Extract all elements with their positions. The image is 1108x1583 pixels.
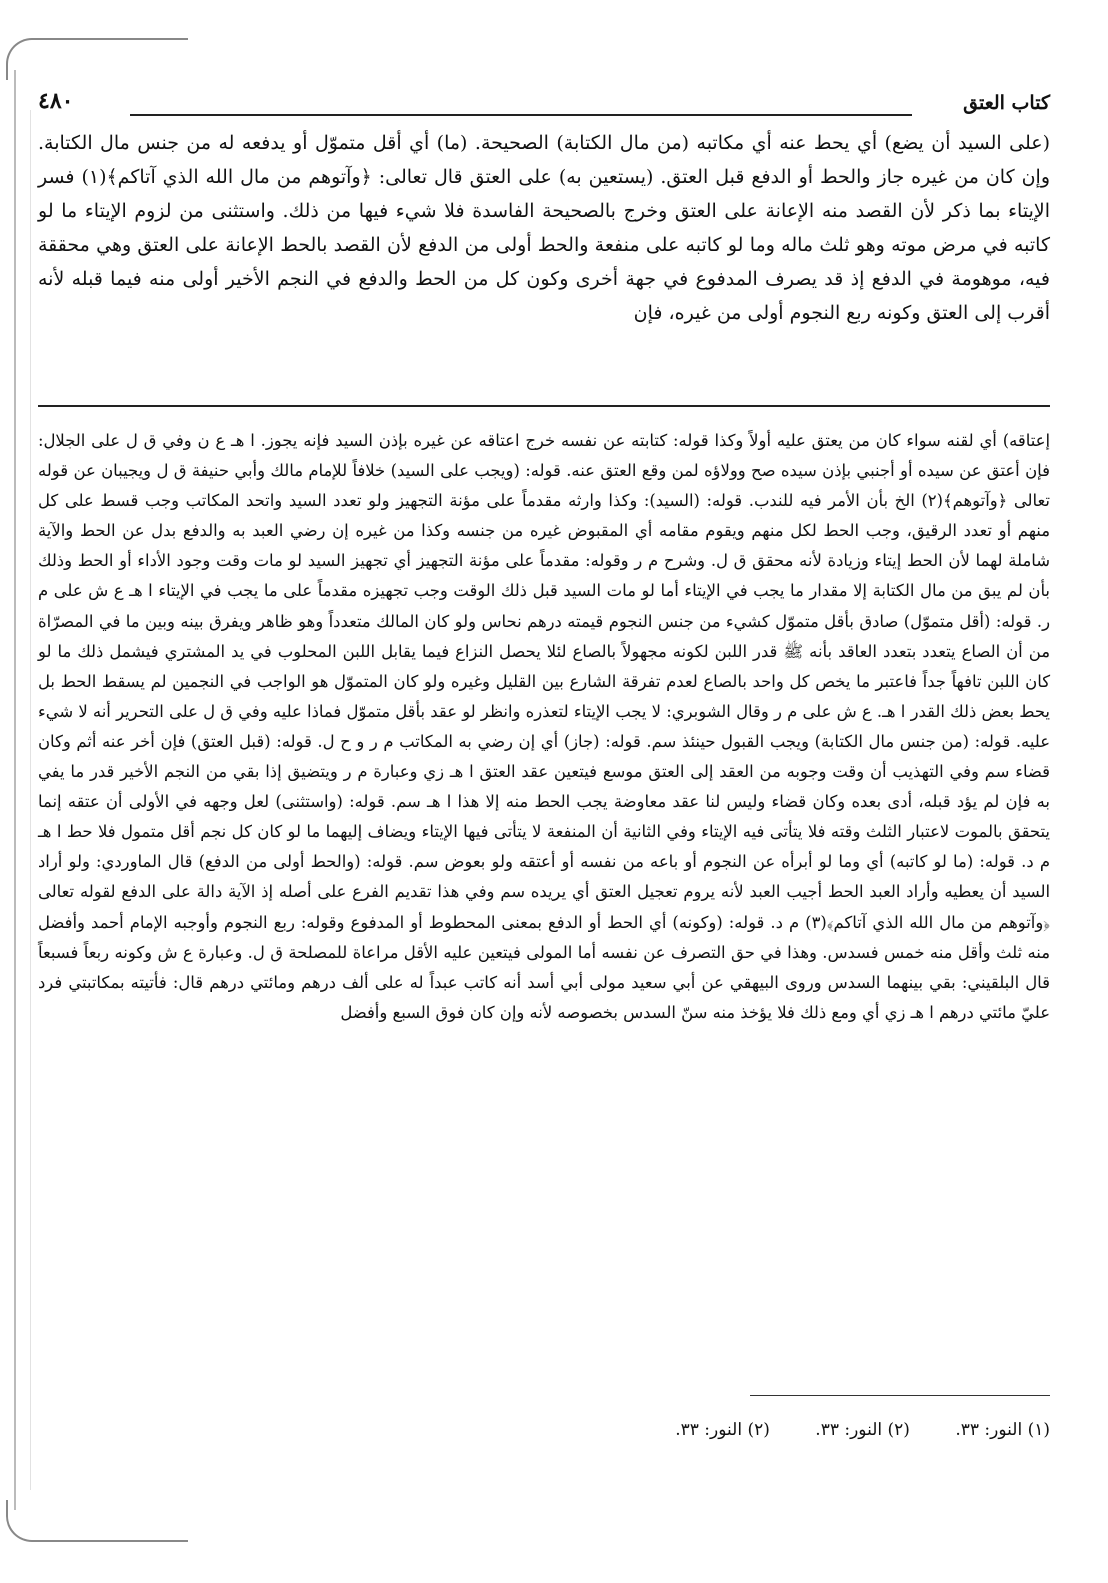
page-header bbox=[38, 86, 1050, 122]
footnote-1: (١) النور: ٣٣. bbox=[955, 1420, 1050, 1440]
scan-edge-bottom-curl bbox=[6, 1500, 188, 1542]
footnote-rule bbox=[750, 1395, 1050, 1396]
running-title: كتاب العتق bbox=[963, 92, 1050, 114]
header-rule bbox=[130, 114, 912, 116]
commentary-text: إعتاقه) أي لقنه سواء كان من يعتق عليه أولاً وكذا قوله: كتابته عن نفسه خرج اعتاقه عن غيره بإذن السيد فإنه يجوز. ا هـ ع ن وفي ق ل على الجلال: فإن أعتق عن سيده أو أجنبي بإذن سيده صح وولاؤه لمن وقع العتق عنه. قوله: (ويجب على السيد) خلافاً للإمام مالك وأبي حنيفة ق ل ويجيبان عن قوله تعالى ﴿وآتوهم﴾(٢) الخ بأن الأمر فيه للندب. قوله: (السيد): وكذا وارثه مقدماً على مؤنة التجهيز ولو تعدد السيد واتحد المكاتب وجب قسط على كل منهم أو تعدد الرقيق، وجب الحط لكل منهم ويقوم مقامه أي المقبوض غيره من جنسه وكذا من غيره إن رضي العبد به والدفع بدل عن الحط والآية شاملة لهما لأن الحط إيتاء وزيادة لأنه محقق ق ل. وشرح م ر وقوله: مقدماً على مؤنة التجهيز أي تجهيز السيد لو مات وقت وجود الأداء أو الحط وذلك بأن لم يبق من مال الكتابة إلا مقدار ما يجب في الإيتاء أما لو مات السيد قبل ذلك الوقت وجب تجهيزه مقدماً على ما يجب في الإيتاء ا هـ ع ش على م ر. قوله: (أقل متموّل) صادق بأقل متموّل كشيء من جنس النجوم قيمته درهم نحاس ولو كان المالك متعدداً وهو ظاهر ويفرق بينه وبين ما في المصرّاة من أن الصاع يتعدد بتعدد العاقد بأنه ﷺ قدر اللبن لكونه مجهولاً بالصاع لئلا يحصل النزاع فيما يقابل اللبن المحلوب في يد المشتري فيشمل ذلك ما لو كان اللبن تافهاً جداً فاعتبر ما يخص كل واحد بالصاع لعدم تفرقة الشارع بين القليل وغيره ولو كان المتموّل هو الواجب في النجمين لم يسقط الحط بل يحط بعض ذلك القدر ا هـ. ع ش على م ر وقال الشوبري: لا يجب الإيتاء لتعذره وانظر لو عقد بأقل متموّل فماذا عليه وفي ق ل على التحرير أنه لا شيء عليه. قوله: (من جنس مال الكتابة) ويجب القبول حينئذ سم. قوله: (جاز) أي إن رضي به المكاتب م ر و ح ل. قوله: (قبل العتق) فإن أخر عنه أثم وكان قضاء سم وفي التهذيب أن وقت وجوبه من العقد إلى العتق موسع فيتعين عقد العتق ا هـ زي وعبارة م ر ويتضيق إذا بقي من النجم الأخير قدر ما يفي به فإن لم يؤد قبله، أدى بعده وكان قضاء وليس لنا عقد معاوضة يجب الحط منه إلا هذا ا هـ سم. قوله: (واستثنى) لعل وجهه في الأولى أن عتقه إنما يتحقق بالموت لاعتبار الثلث وقته فلا يتأتى فيه الإيتاء وفي الثانية أن المنفعة لا يتأتى فيها الإيتاء ويضاف إليهما ما لو كان كل نجم أقل متمول فلا حط ا هـ م د. قوله: (ما لو كاتبه) أي وما لو أبرأه عن النجوم أو باعه من نفسه أو أعتقه ولو بعوض سم. قوله: (والحط أولى من الدفع) قال الماوردي: ولو أراد السيد أن يعطيه وأراد العبد الحط أجيب العبد لأنه يروم تعجيل العتق أي يريده سم وفي هذا تقديم الفرع على أصله إذ الآية دالة على الدفع لقوله تعالى ﴿وآتوهم من مال الله الذي آتاكم﴾(٣) م د. قوله: (وكونه) أي الحط أو الدفع بمعنى المحطوط أو المدفوع وقوله: ربع النجوم وأوجبه الإمام أحمد وأفضل منه ثلث وأقل منه خمس فسدس. وهذا في حق التصرف عن نفسه أما المولى فيتعين عليه الأقل مراعاة للمصلحة ق ل. وعبارة ع ش وكونه ربعاً فسبعاً قال البلقيني: بقي بينهما السدس وروى البيهقي عن أبي سعيد مولى أبي أسد أنه كاتب عبداً له على ألف درهم ومائتي درهم قال: فأتيته بمكاتبتي فرد عليّ مائتي درهم ا هـ زي أي ومع ذلك فلا يؤخذ منه سنّ السدس بخصوصه لأنه وإن كان فوق السبع وأفضل bbox=[38, 431, 1050, 1022]
footnote-2: (٢) النور: ٣٣. bbox=[815, 1420, 910, 1440]
scan-edge-line bbox=[14, 70, 16, 1510]
footnotes bbox=[635, 1420, 1050, 1440]
main-text: (على السيد أن يضع) أي يحط عنه أي مكاتبه (من مال الكتابة) الصحيحة. (ما) أي أقل متموّل أو يدفعه له من جنس مال الكتابة. وإن كان من غيره جاز والحط أو الدفع قبل العتق. (يستعين به) على العتق قال تعالى: ﴿وآتوهم من مال الله الذي آتاكم﴾(١) فسر الإيتاء بما ذكر لأن القصد منه الإعانة على العتق وخرج بالصحيحة الفاسدة فلا شيء فيها من ذلك. واستثنى من لزوم الإيتاء ما لو كاتبه في مرض موته وهو ثلث ماله وما لو كاتبه على منفعة والحط أولى من الدفع لأن القصد بالحط الإعانة على العتق وهي محققة فيه، موهومة في الدفع إذ قد يصرف المدفوع في جهة أخرى وكون كل من الحط والدفع في النجم الأخير أولى منه فيما قبله لأنه أقرب إلى العتق وكونه ربع النجوم أولى من غيره، فإن bbox=[38, 132, 1051, 324]
footnote-3: (٢) النور: ٣٣. bbox=[675, 1420, 770, 1440]
section-divider bbox=[38, 405, 1050, 407]
page-number: ٤٨٠ bbox=[38, 88, 74, 114]
scan-edge-shadow bbox=[30, 110, 31, 1490]
scan-edge-top-curl bbox=[6, 38, 188, 80]
